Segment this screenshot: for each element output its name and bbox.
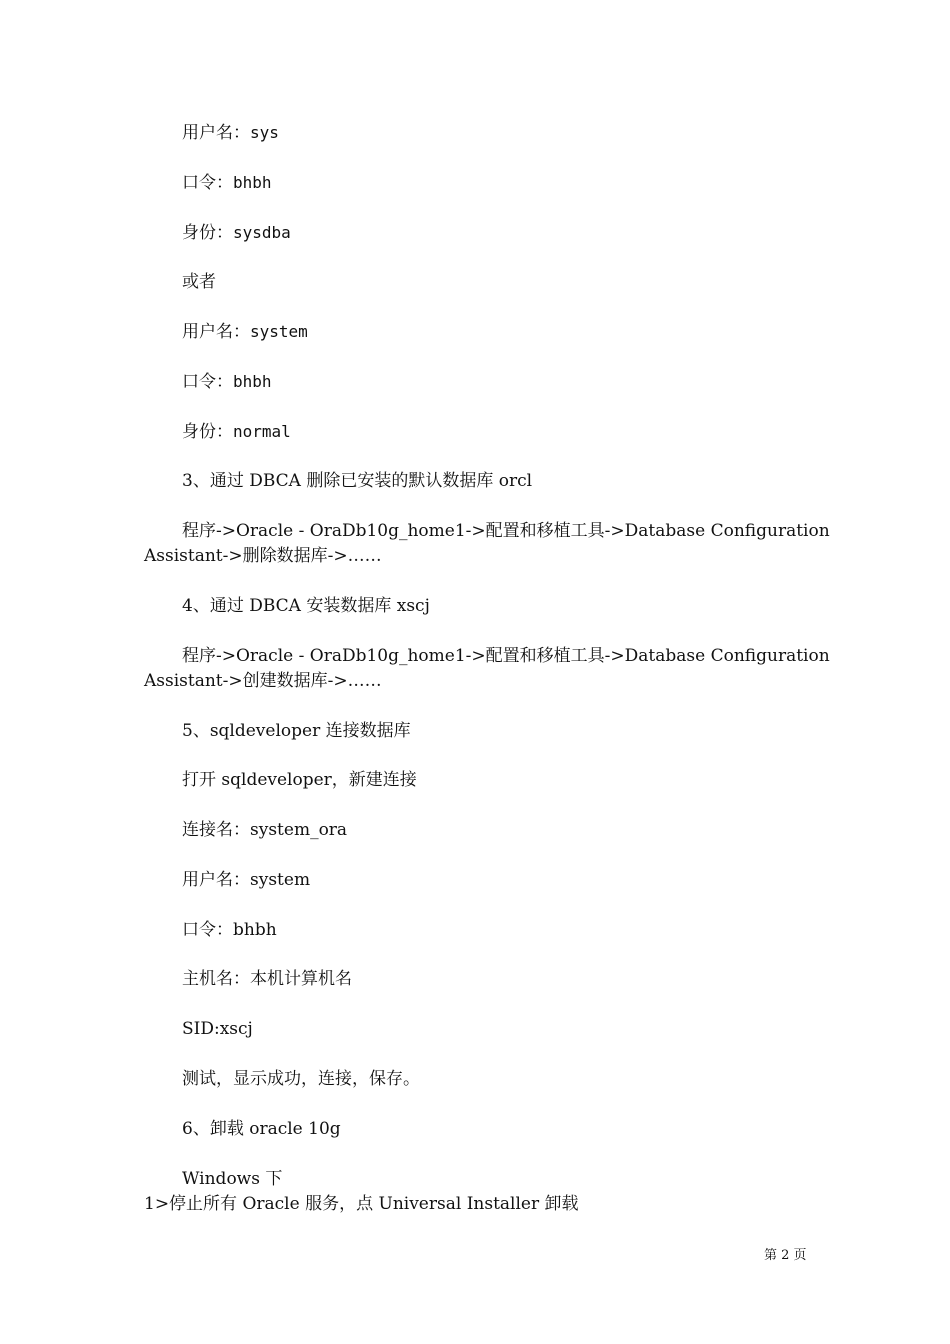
step-6-heading: 6、卸载 oracle 10g — [182, 1119, 341, 1139]
step-3-path-line2: Assistant->删除数据库->…… — [144, 546, 382, 566]
step-4-heading: 4、通过 DBCA 安装数据库 xscj — [182, 596, 430, 616]
login-username-sys: 用户名：sys — [182, 123, 279, 143]
login-password-2: 口令：bhbh — [182, 372, 272, 392]
step-5-heading: 5、sqldeveloper 连接数据库 — [182, 721, 411, 741]
login-username-system: 用户名：system — [182, 322, 308, 342]
test-save-text: 测试，显示成功，连接，保存。 — [182, 1069, 420, 1089]
page-number: 第 2 页 — [764, 1248, 807, 1263]
windows-subheading: Windows 下 — [182, 1169, 283, 1189]
step-3-heading: 3、通过 DBCA 删除已安装的默认数据库 orcl — [182, 471, 533, 491]
hostname-text: 主机名：本机计算机名 — [182, 969, 352, 989]
or-text: 或者 — [182, 272, 216, 292]
step-3-path-line1: 程序->Oracle - OraDb10g_home1->配置和移植工具->Database Configuration — [182, 521, 830, 541]
step-4-path-line2: Assistant->创建数据库->…… — [144, 671, 382, 691]
sid-text: SID:xscj — [182, 1019, 253, 1039]
login-password-1: 口令：bhbh — [182, 173, 272, 193]
open-sqldeveloper-text: 打开 sqldeveloper，新建连接 — [182, 770, 417, 790]
connection-name-text: 连接名：system_ora — [182, 820, 348, 840]
login-role-sysdba: 身份：sysdba — [182, 223, 291, 243]
step-4-path-line1: 程序->Oracle - OraDb10g_home1->配置和移植工具->Database Configuration — [182, 646, 830, 666]
login-role-normal: 身份：normal — [182, 422, 291, 442]
connection-password-text: 口令：bhbh — [182, 920, 277, 940]
uninstall-step-1: 1>停止所有 Oracle 服务，点 Universal Installer 卸载 — [144, 1194, 579, 1214]
connection-username-text: 用户名：system — [182, 870, 311, 890]
